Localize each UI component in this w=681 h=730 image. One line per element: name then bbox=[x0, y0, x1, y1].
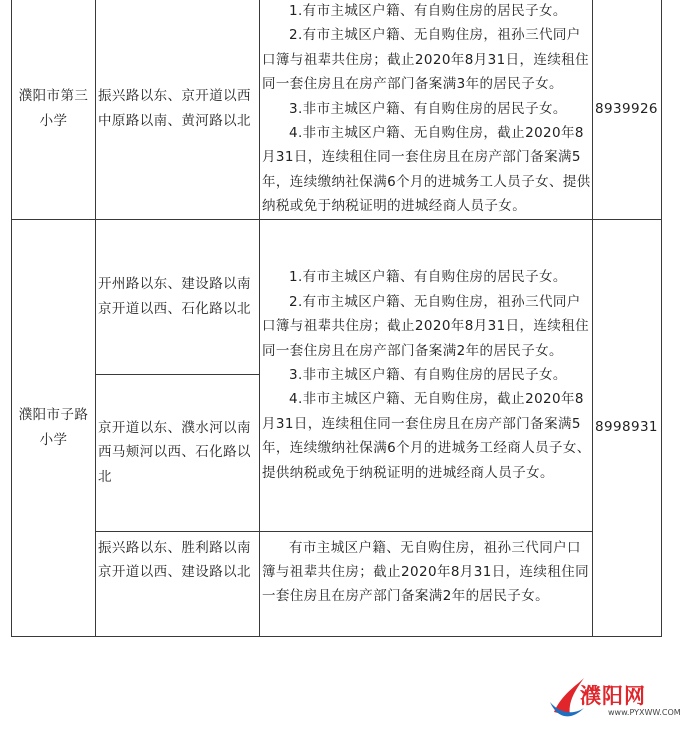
phone-number: 8939926 bbox=[595, 100, 658, 117]
district-area: 振兴路以东、京开道以西 中原路以南、黄河路以北 bbox=[98, 88, 251, 129]
site-url: www.PYXWW.COM bbox=[608, 708, 681, 717]
table-row bbox=[12, 0, 662, 219]
requirement-item: 1.有市主城区户籍、有自购住房的居民子女。 bbox=[289, 3, 567, 19]
school-name-cell bbox=[12, 219, 96, 636]
district-area-cell bbox=[96, 374, 260, 531]
table-row bbox=[12, 531, 662, 636]
site-name: 濮阳网 bbox=[580, 684, 646, 708]
school-name-cell bbox=[12, 0, 96, 219]
site-watermark bbox=[548, 672, 681, 730]
district-area-cell bbox=[96, 219, 260, 374]
district-area: 京开道以东、濮水河以南 西马颊河以西、石化路以北 bbox=[98, 420, 251, 485]
requirement-item: 3.非市主城区户籍、有自购住房的居民子女。 bbox=[289, 100, 567, 117]
enrollment-table bbox=[11, 0, 662, 637]
district-area: 开州路以东、建设路以南 京开道以西、石化路以北 bbox=[98, 276, 251, 317]
school-name: 濮阳市子路小学 bbox=[18, 407, 89, 448]
requirements-cell bbox=[260, 0, 593, 219]
requirement-item: 2.有市主城区户籍、无自购住房，祖孙三代同户口簿与祖辈共住房；截止2020年8月31日，连续租住同一套住房且在房产部门备案满3年的居民子女。 bbox=[262, 27, 590, 93]
requirements-cell bbox=[260, 531, 593, 636]
requirements-cell bbox=[260, 219, 593, 531]
requirement-item: 2.有市主城区户籍、无自购住房，祖孙三代同户口簿与祖辈共住房；截止2020年8月31日，连续租住同一套住房且在房产部门备案满2年的居民子女。 bbox=[262, 293, 590, 359]
requirement-item: 3.非市主城区户籍、有自购住房的居民子女。 bbox=[289, 366, 567, 383]
phone-cell bbox=[593, 219, 662, 636]
phone-cell bbox=[593, 0, 662, 219]
phone-number: 8998931 bbox=[595, 419, 658, 436]
requirement-item: 4.非市主城区户籍、无自购住房，截止2020年8月31日，连续租住同一套住房且在房产部门备案满5年，连续缴纳社保满6个月的进城务工经商人员子女、提供纳税或免于纳税证明的进城经商人员子女。 bbox=[262, 391, 591, 481]
requirement-item: 有市主城区户籍、无自购住房，祖孙三代同户口簿与祖辈共住房；截止2020年8月31日，连续租住同一套住房且在房产部门备案满2年的居民子女。 bbox=[262, 539, 590, 605]
requirement-item: 4.非市主城区户籍、无自购住房，截止2020年8月31日，连续租住同一套住房且在房产部门备案满5年，连续缴纳社保满6个月的进城务工人员子女、提供纳税或免于纳税证明的进城经商人员子女。 bbox=[262, 125, 591, 215]
requirement-item: 1.有市主城区户籍、有自购住房的居民子女。 bbox=[289, 269, 567, 286]
district-area-cell bbox=[96, 0, 260, 219]
school-name: 濮阳市第三小学 bbox=[18, 88, 89, 129]
district-area: 振兴路以东、胜利路以南 京开道以西、建设路以北 bbox=[98, 539, 251, 581]
district-area-cell bbox=[96, 531, 260, 636]
table-row bbox=[12, 219, 662, 374]
